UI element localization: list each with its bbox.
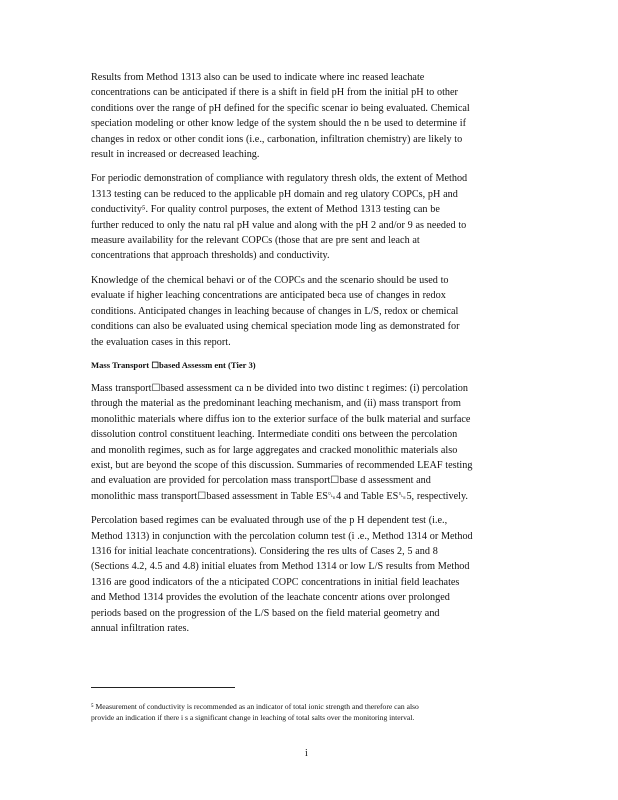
text-line: periods based on the progression of the L/S based on the field material geometry and xyxy=(91,607,440,619)
footnote xyxy=(91,702,531,723)
text-line: concentrations that approach thresholds) and conductivity. xyxy=(91,250,330,262)
text-line: For periodic demonstration of compliance with regulatory thresh olds, the extent of Method xyxy=(91,173,468,185)
footnote-line: provide an indication if there i s a significant change in leaching of total salts over the monitoring interval. xyxy=(91,712,415,722)
text-line: the evaluation cases in this report. xyxy=(91,336,231,348)
text-line: Method 1313) in conjunction with the percolation column test (i .e., Method 1314 or Method xyxy=(91,530,473,542)
footnote-separator xyxy=(91,687,235,688)
text-line: changes in redox or other condit ions (i.e., carbonation, infiltration chemistry) are likely to xyxy=(91,133,463,145)
text-line: (Sections 4.2, 4.5 and 4.8) initial eluates from Method 1314 or low L/S results from Method xyxy=(91,561,470,573)
text-line: and evaluation are provided for percolation mass transport☐base d assessment and xyxy=(91,475,431,487)
page-number: i xyxy=(305,748,308,759)
text-line: and Method 1314 provides the evolution of the leachate concentr ations over prolonged xyxy=(91,592,450,604)
text-line: result in increased or decreased leaching. xyxy=(91,149,260,161)
text-line: exist, but are beyond the scope of this discussion. Summaries of recommended LEAF testing xyxy=(91,459,473,471)
text-line: speciation modeling or other know ledge of the system should the n be used to determine if xyxy=(91,118,466,130)
text-line: 1316 are good indicators of the a nticipated COPC concentrations in initial field leachates xyxy=(91,576,460,588)
paragraph-chemical-behavior xyxy=(91,273,531,350)
text-line: Mass transport☐based assessment ca n be divided into two distinc t regimes: (i) percolation xyxy=(91,382,468,394)
text-line: further reduced to only the natu ral pH value and along with the pH 2 and/or 9 as needed to xyxy=(91,219,467,231)
text-line: annual infiltration rates. xyxy=(91,623,189,634)
footnote-line: ⁵ Measurement of conductivity is recommended as an indicator of total ionic strength and therefore can also xyxy=(91,702,419,711)
text-line: concentrations can be anticipated if there is a shift in field pH from the initial pH to other xyxy=(91,87,458,99)
text-line: conditions. Anticipated changes in leaching because of changes in L/S, redox or chemical xyxy=(91,305,459,317)
text-line: dissolution control constituent leaching. Intermediate conditi ons between the percolation xyxy=(91,429,458,441)
paragraph-compliance xyxy=(91,171,531,263)
section-heading: Mass Transport ☐based Assessm ent (Tier 3) xyxy=(91,359,256,370)
text-line: Percolation based regimes can be evaluated through use of the p H dependent test (i.e., xyxy=(91,515,448,527)
paragraph-method-1313-results xyxy=(91,70,531,162)
text-line: through the material as the predominant leaching mechanism, and (ii) mass transport from xyxy=(91,398,461,410)
text-line: conditions over the range of pH defined for the specific scenar io being evaluated. Chemical xyxy=(91,102,470,114)
text-line: conductivity⁵. For quality control purposes, the extent of Method 1313 testing can be xyxy=(91,204,440,216)
text-line: conditions can also be evaluated using chemical speciation mode ling as demonstrated for xyxy=(91,321,460,333)
text-line: measure availability for the relevant COPCs (those that are pre sent and leach at xyxy=(91,235,420,247)
body-text xyxy=(91,70,531,645)
paragraph-percolation xyxy=(91,513,531,636)
text-line: Knowledge of the chemical behavi or of the COPCs and the scenario should be used to xyxy=(91,274,449,286)
text-line: Results from Method 1313 also can be used to indicate where inc reased leachate xyxy=(91,72,425,83)
text-line: monolithic materials where diffus ion to the exterior surface of the bulk material and surface xyxy=(91,413,471,425)
text-line: monolithic mass transport☐based assessment in Table ES␐4 and Table ES␐5, respectively. xyxy=(91,490,468,502)
text-line: evaluate if higher leaching concentrations are anticipated beca use of changes in redox xyxy=(91,290,446,302)
text-line: 1313 testing can be reduced to the applicable pH domain and reg ulatory COPCs, pH and xyxy=(91,188,458,200)
text-line: 1316 for initial leachate concentrations). Considering the res ults of Cases 2, 5 and 8 xyxy=(91,545,438,557)
text-line: and monolith regimes, such as for large aggregates and cracked monolithic materials also xyxy=(91,444,458,456)
paragraph-mass-transport xyxy=(91,381,531,504)
